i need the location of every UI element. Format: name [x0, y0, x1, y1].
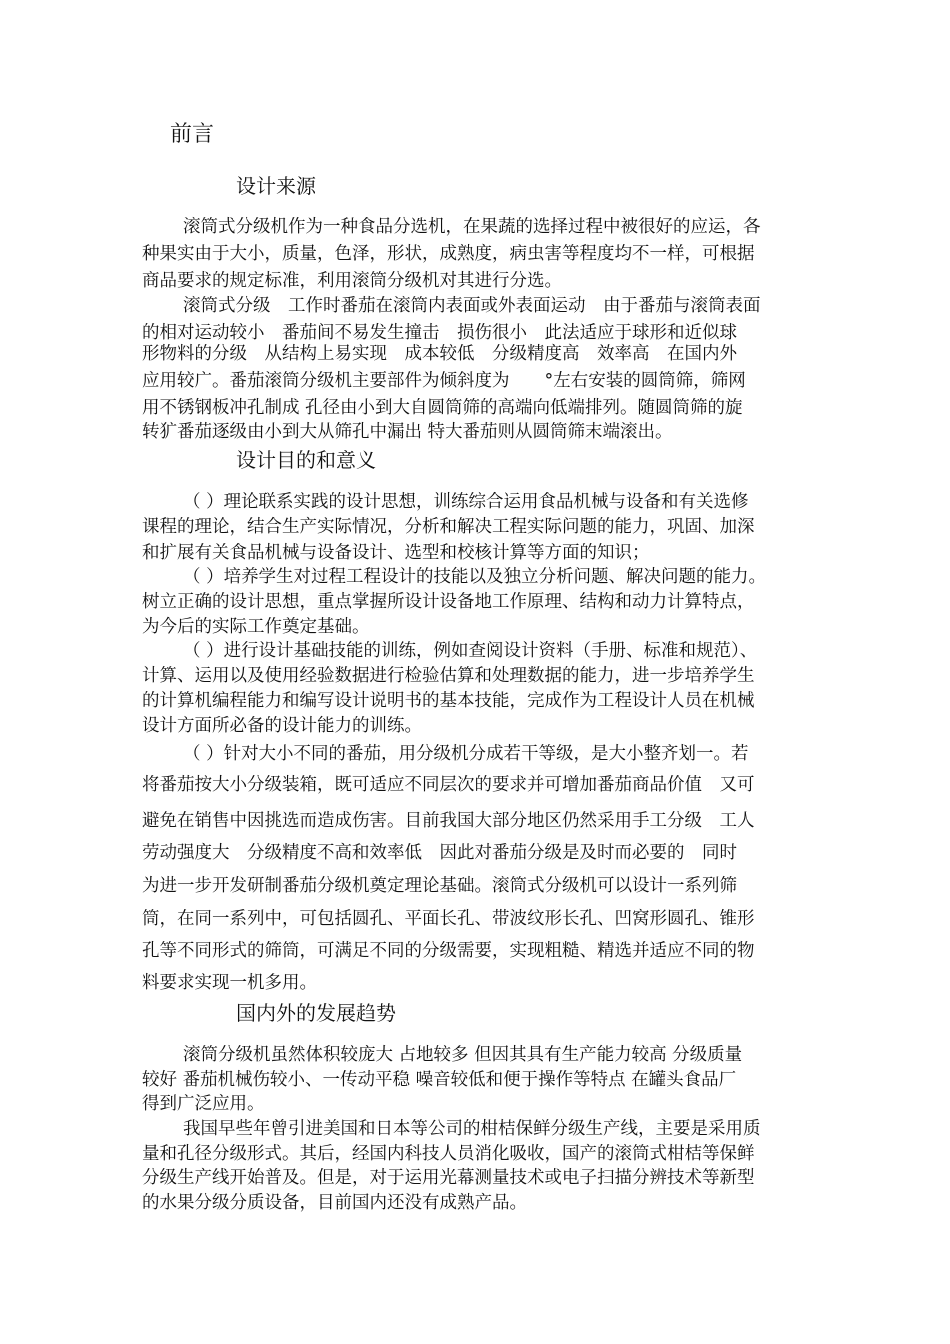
paragraph-line: 的计算机编程能力和编写设计说明书的基本技能，完成作为工程设计人员在机械	[142, 691, 755, 711]
paragraph-line: 较好 番茄机械伤较小、一传动平稳 噪音较低和便于操作等特点 在罐头食品厂	[142, 1070, 737, 1090]
section-heading-design-purpose: 设计目的和意义	[236, 448, 376, 472]
paragraph-line: 转犷番茄逐级由小到大从筛孔中漏出 特大番茄则从圆筒筛末端滚出。	[142, 422, 673, 442]
paragraph-line: 为进一步开发研制番茄分级机奠定理论基础。滚筒式分级机可以设计一系列筛	[142, 876, 737, 896]
paragraph-line: 设计方面所必备的设计能力的训练。	[142, 716, 422, 736]
paragraph-line: 滚筒式分级 工作时番茄在滚筒内表面或外表面运动 由于番茄与滚筒表面	[183, 296, 761, 316]
paragraph-line: 商品要求的规定标准，利用滚筒分级机对其进行分选。	[142, 271, 562, 291]
paragraph-line: （ ）培养学生对过程工程设计的技能以及独立分析问题、解决问题的能力。	[183, 567, 767, 587]
paragraph-line: 料要求实现一机多用。	[142, 973, 317, 993]
paragraph-line: 为今后的实际工作奠定基础。	[142, 617, 370, 637]
paragraph-line: 我国早些年曾引进美国和日本等公司的柑桔保鲜分级生产线，主要是采用质	[183, 1119, 761, 1139]
paragraph-line: （ ）针对大小不同的番茄，用分级机分成若干等级，是大小整齐划一。若	[183, 744, 749, 764]
paragraph-line: 课程的理论，结合生产实际情况，分析和解决工程实际问题的能力，巩固、加深	[142, 517, 755, 537]
paragraph-line: 用不锈钢板冲孔制成 孔径由小到大自圆筒筛的高端向低端排列。随圆筒筛的旋	[142, 398, 743, 418]
paragraph-line: 将番茄按大小分级装箱，既可适应不同层次的要求并可增加番茄商品价值 又可	[142, 775, 755, 795]
paragraph-line: 避免在销售中因挑选而造成伤害。目前我国大部分地区仍然采用手工分级 工人	[142, 811, 755, 831]
paragraph-line: 得到广泛应用。	[142, 1094, 265, 1114]
section-heading-development-trend: 国内外的发展趋势	[236, 1001, 396, 1025]
paragraph-line: （ ）进行设计基础技能的训练，例如查阅设计资料（手册、标准和规范）、	[183, 641, 758, 661]
paragraph-line: 形物料的分级 从结构上易实现 成本较低 分级精度高 效率高 在国内外	[142, 344, 737, 364]
paragraph-line: 应用较广。番茄滚筒分级机主要部件为倾斜度为 °左右安装的圆筒筛，筛网	[142, 371, 746, 391]
paragraph-line: 树立正确的设计思想，重点掌握所设计设备地工作原理、结构和动力计算特点，	[142, 592, 755, 612]
paragraph-line: 分级生产线开始普及。但是，对于运用光幕测量技术或电子扫描分辨技术等新型	[142, 1168, 755, 1188]
paragraph-line: 孔等不同形式的筛筒，可满足不同的分级需要，实现粗糙、精选并适应不同的物	[142, 941, 755, 961]
paragraph-line: 的相对运动较小 番茄间不易发生撞击 损伤很小 此法适应于球形和近似球	[142, 323, 737, 343]
paragraph-line: 量和孔径分级形式。其后，经国内科技人员消化吸收，国产的滚筒式柑桔等保鲜	[142, 1144, 755, 1164]
paragraph-line: 种果实由于大小，质量，色泽，形状，成熟度，病虫害等程度均不一样，可根据	[142, 244, 755, 264]
paragraph-line: 和扩展有关食品机械与设备设计、选型和校核计算等方面的知识；	[142, 543, 650, 563]
paragraph-line: 滚筒式分级机作为一种食品分选机，在果蔬的选择过程中被很好的应运，各	[183, 217, 761, 237]
paragraph-line: 滚筒分级机虽然体积较庞大 占地较多 但因其具有生产能力较高 分级质量	[183, 1045, 743, 1065]
paragraph-line: 的水果分级分质设备，目前国内还没有成熟产品。	[142, 1193, 527, 1213]
preface-title: 前言	[170, 122, 215, 147]
paragraph-line: 筒，在同一系列中，可包括圆孔、平面长孔、带波纹形长孔、凹窝形圆孔、锥形	[142, 909, 755, 929]
paragraph-line: 劳动强度大 分级精度不高和效率低 因此对番茄分级是及时而必要的 同时	[142, 843, 737, 863]
section-heading-design-source: 设计来源	[236, 174, 316, 198]
paragraph-line: 计算、运用以及使用经验数据进行检验估算和处理数据的能力，进一步培养学生	[142, 666, 755, 686]
paragraph-line: （ ）理论联系实践的设计思想，训练综合运用食品机械与设备和有关选修	[183, 492, 749, 512]
